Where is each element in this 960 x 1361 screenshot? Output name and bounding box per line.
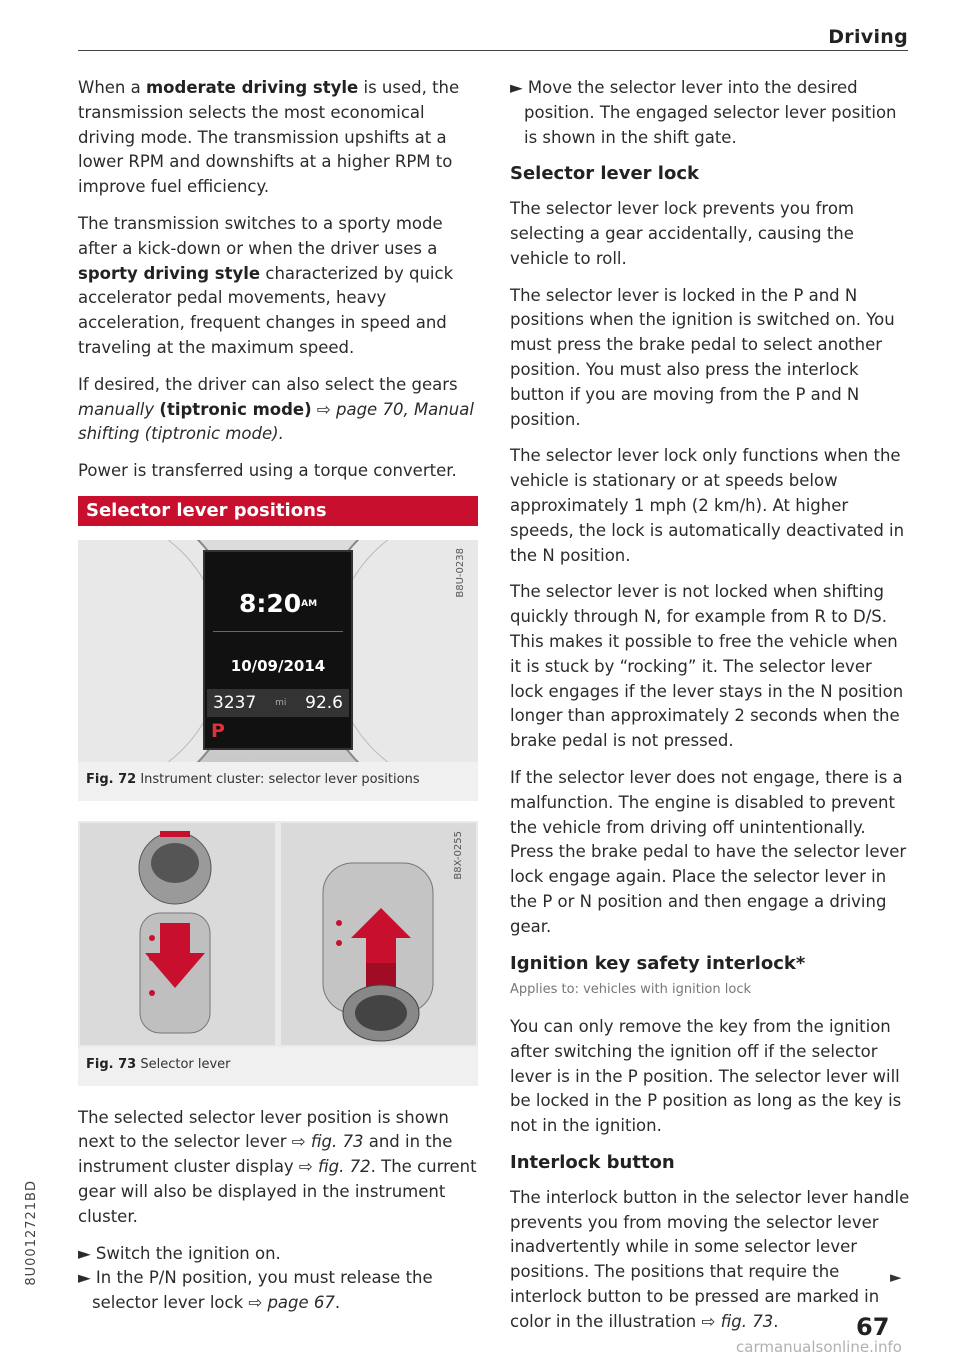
paragraph: The selector lever lock prevents you from selecting a gear accidentally, causing the vehicle to roll. [510,199,855,268]
watermark: carmanualsonline.info [736,1338,902,1356]
paragraph: When a moderate driving style is used, the transmission selects the most economical driving mode. The transmission upshifts at a lower RPM and downshifts at a higher RPM to improve fuel efficiency. [78,78,460,197]
side-code: 8U0012721BD [24,1180,39,1286]
right-column [510,76,910,1347]
odometer-value: 3237 [213,692,257,713]
continue-arrow-icon: ► [890,1268,902,1286]
instrument-cluster-image [78,540,478,762]
display-date: 10/09/2014 [230,656,326,675]
odometer-unit: mi [275,697,287,708]
odometer-row [207,689,349,718]
figure-code: B8X-0255 [453,830,465,880]
clock-time: $8:20^{AM}$ [238,588,318,618]
page-link[interactable]: page 67 [267,1293,335,1313]
paragraph: Power is transferred using a torque converter. [78,461,457,481]
lever-panel-right [281,823,476,1045]
page-link[interactable]: page 70, Manual shifting (tiptronic mode). [78,399,474,444]
paragraph: The selector lever lock only functions when the vehicle is stationary or at speeds below approximately 1 mph (2 km/h). At higher speeds, the lock is automatically deactivated in the N position. [510,446,905,565]
bullet-item: ► Switch the ignition on. [78,1243,281,1263]
applies-note: Applies to: vehicles with ignition lock [510,982,751,998]
left-column [78,76,478,1316]
paragraph: The interlock button in the selector lever handle prevents you from moving the selector lever inadvertently while in some selector lever positions. The positions that require the interlock button to be pressed are marked in color in the illustration ⇨ fig. 73. [510,1187,910,1331]
selector-lever-up-icon [281,823,475,1045]
paragraph: You can only remove the key from the ignition after switching the ignition off if the selector lever is in the P position. The selector lever will be locked in the P position as long as the key is not in the ignition. [510,1017,902,1136]
figure-code: B8U-0238 [455,547,467,598]
figure-73 [78,821,478,1047]
cluster-display [203,550,353,750]
paragraph: The transmission switches to a sporty mode after a kick-down or when the driver uses a sporty driving style characterized by quick accelerator pedal movements, heavy acceleration, frequent changes in speed and traveling at the maximum speed. [78,213,454,357]
figure-caption: Fig. 73 Selector lever [78,1047,478,1086]
paragraph: The selector lever is not locked when shifting quickly through N, for example from R to D/S. This makes it possible to free the vehicle when it is stuck by “rocking” it. The selector lever lock engages if the lever stays in the N position longer than approximately 2 seconds when the brake pedal is not pressed. [510,582,904,751]
paragraph: If desired, the driver can also select the gears manually (tiptronic mode) ⇨ page 70, Manual shifting (tiptronic mode). [78,374,474,444]
lever-panel-left [80,823,275,1045]
figure-72 [78,540,478,762]
subheading: Ignition key safety interlock* [510,952,806,974]
divider [213,631,343,632]
selector-lever-images [78,821,478,1047]
trip-value: 92.6 [305,692,343,713]
figure-link[interactable]: fig. 73 [720,1311,774,1331]
section-heading-bar: Selector lever positions [78,496,478,526]
page-number: 67 [856,1313,890,1341]
paragraph: If the selector lever does not engage, there is a malfunction. The engine is disabled to prevent the vehicle from driving off unintentionally. Press the brake pedal to have the selector lever lock engage again. Place the selector lever in the P or N position and then engage a driving gear. [510,767,907,936]
gear-indicator: P [211,720,225,743]
subheading: Interlock button [510,1152,675,1174]
section-title: Driving [828,26,908,48]
figure-link[interactable]: fig. 72 [318,1157,371,1177]
figure-link[interactable]: fig. 73 [310,1132,364,1152]
selector-lever-down-icon [80,823,274,1045]
paragraph: The selector lever is locked in the P and N positions when the ignition is switched on. You must press the brake pedal to select another position. You must also press the interlock button if you are moving from the P and N position. [510,285,895,429]
bullet-item: ► Move the selector lever into the desired position. The engaged selector lever position is shown in the shift gate. [510,78,897,147]
bullet-item: ► In the P/N position, you must release the selector lever lock ⇨ page 67. [78,1268,433,1313]
paragraph: The selected selector lever position is shown next to the selector lever ⇨ fig. 73 and in the instrument cluster display ⇨ fig. 72. The current gear will also be displayed in the instrument cluster. [78,1107,477,1226]
header-rule [78,50,908,51]
subheading: Selector lever lock [510,163,699,185]
figure-caption: Fig. 72 Instrument cluster: selector lever positions [78,762,478,801]
